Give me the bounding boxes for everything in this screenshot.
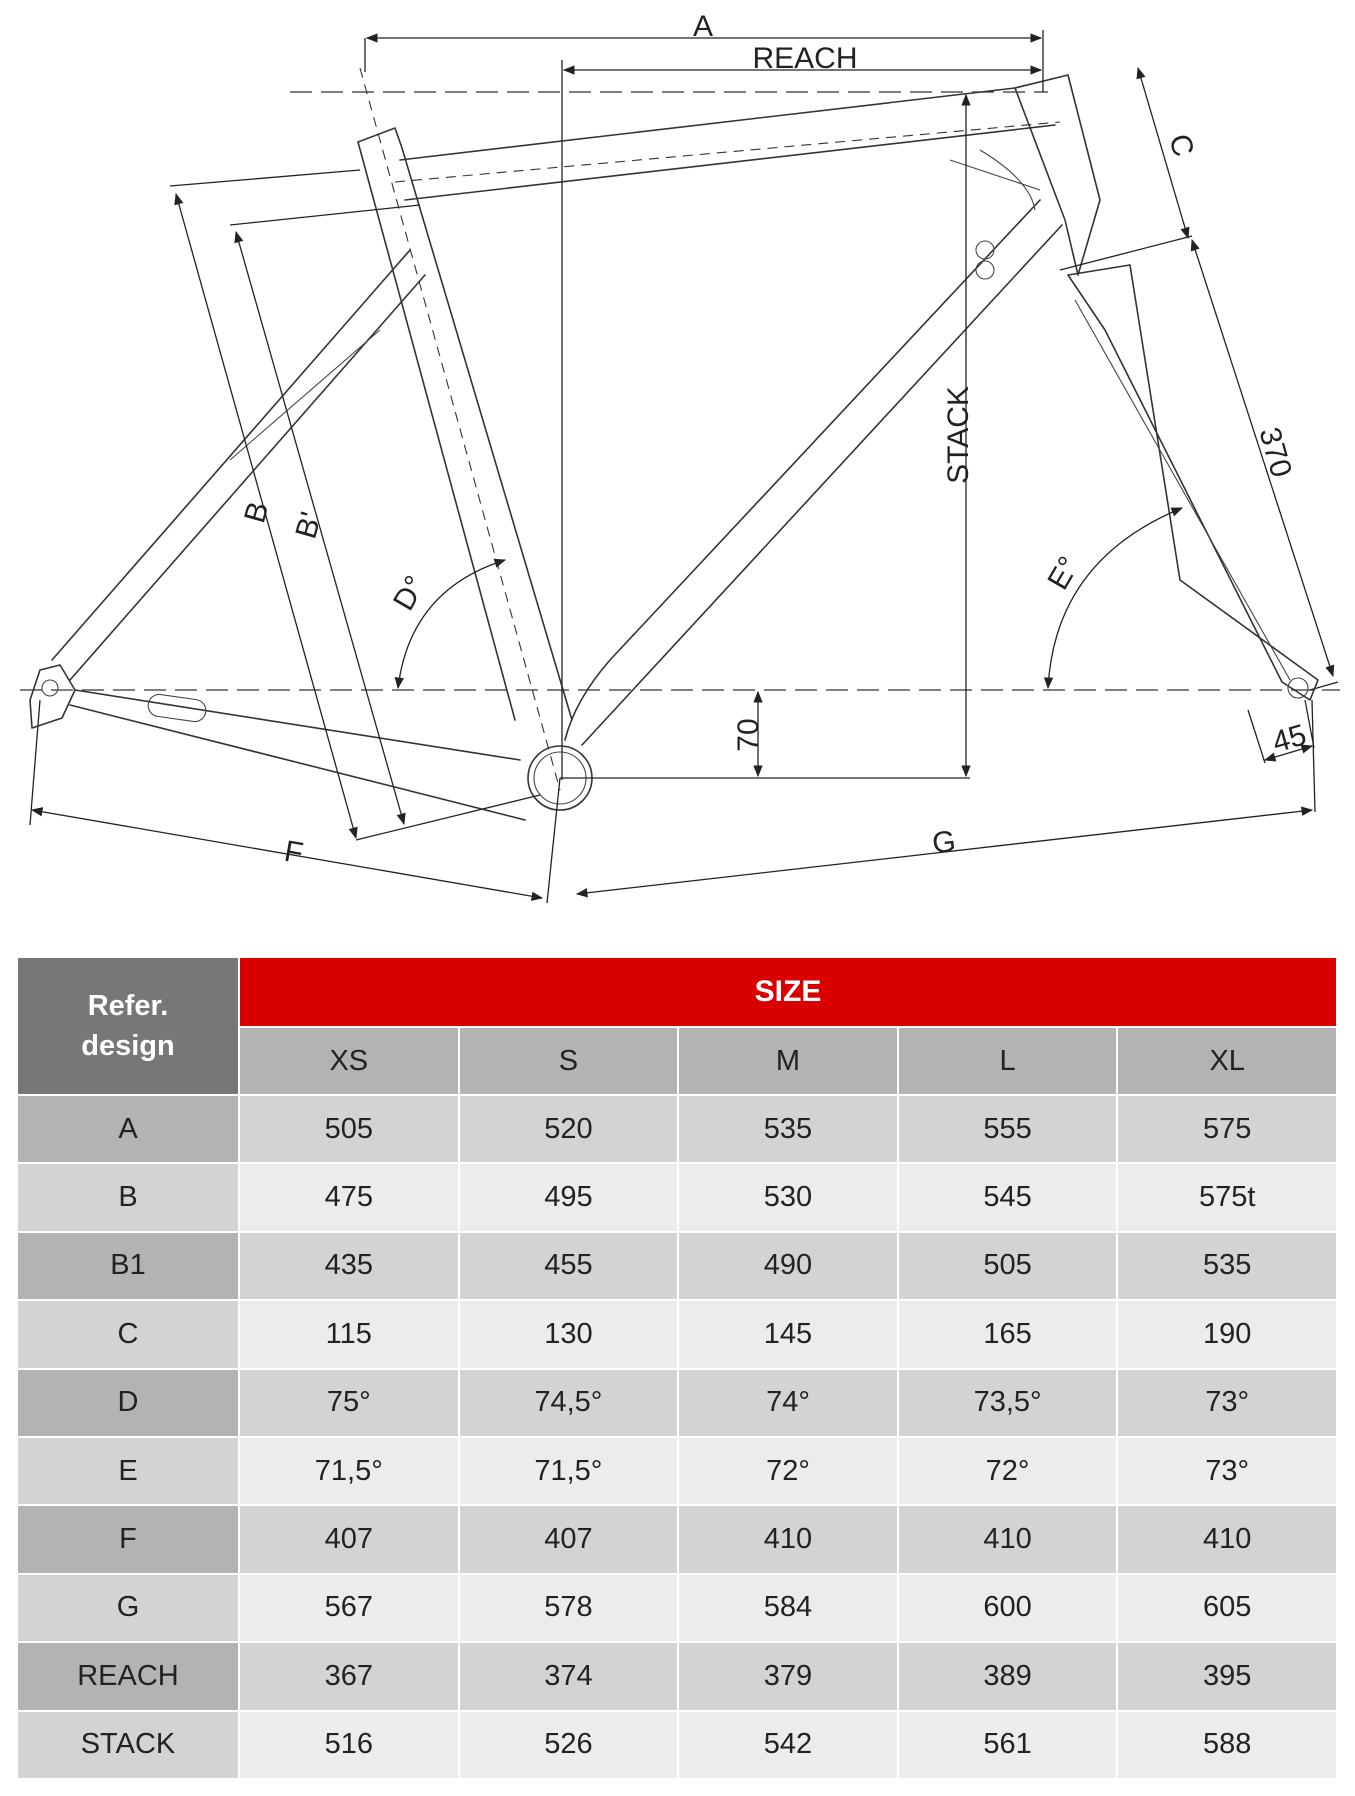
table-cell: 74° <box>679 1370 897 1436</box>
table-cell: 605 <box>1118 1575 1336 1641</box>
table-cell: 495 <box>460 1164 678 1230</box>
table-cell: 379 <box>679 1643 897 1709</box>
table-cell: 374 <box>460 1643 678 1709</box>
table-cell: 455 <box>460 1233 678 1299</box>
size-column-header: M <box>679 1028 897 1094</box>
table-cell: 578 <box>460 1575 678 1641</box>
table-cell: 475 <box>240 1164 458 1230</box>
row-label: E <box>18 1438 238 1504</box>
ref-design-header <box>18 958 238 1094</box>
table-cell: 584 <box>679 1575 897 1641</box>
label-F: F <box>281 834 306 871</box>
table-cell: 72° <box>899 1438 1117 1504</box>
table-cell: 588 <box>1118 1712 1336 1778</box>
bicycle-frame <box>30 75 1318 820</box>
table-cell: 190 <box>1118 1301 1336 1367</box>
table-cell: 73° <box>1118 1370 1336 1436</box>
row-label: G <box>18 1575 238 1641</box>
size-column-header: S <box>460 1028 678 1094</box>
table-cell: 575t <box>1118 1164 1336 1230</box>
table-cell: 520 <box>460 1096 678 1162</box>
table-cell: 490 <box>679 1233 897 1299</box>
size-column-header: XS <box>240 1028 458 1094</box>
table-cell: 545 <box>899 1164 1117 1230</box>
table-cell: 407 <box>240 1506 458 1572</box>
table-cell: 165 <box>899 1301 1117 1367</box>
table-cell: 75° <box>240 1370 458 1436</box>
table-cell: 600 <box>899 1575 1117 1641</box>
table-cell: 435 <box>240 1233 458 1299</box>
table-cell: 410 <box>679 1506 897 1572</box>
size-column-header: L <box>899 1028 1117 1094</box>
table-cell: 407 <box>460 1506 678 1572</box>
table-cell: 410 <box>899 1506 1117 1572</box>
table-cell: 410 <box>1118 1506 1336 1572</box>
label-G: G <box>930 824 958 861</box>
table-cell: 505 <box>240 1096 458 1162</box>
ref-header-line2: design <box>81 1030 175 1062</box>
table-cell: 530 <box>679 1164 897 1230</box>
table-cell: 535 <box>1118 1233 1336 1299</box>
row-label: REACH <box>18 1643 238 1709</box>
table-cell: 115 <box>240 1301 458 1367</box>
table-cell: 73,5° <box>899 1370 1117 1436</box>
table-cell: 395 <box>1118 1643 1336 1709</box>
table-cell: 389 <box>899 1643 1117 1709</box>
label-E: E° <box>1041 551 1087 596</box>
table-cell: 71,5° <box>240 1438 458 1504</box>
row-label: A <box>18 1096 238 1162</box>
label-fork-length: 370 <box>1252 423 1298 481</box>
row-label: B <box>18 1164 238 1230</box>
table-cell: 535 <box>679 1096 897 1162</box>
table-cell: 567 <box>240 1575 458 1641</box>
table-cell: 73° <box>1118 1438 1336 1504</box>
table-cell: 71,5° <box>460 1438 678 1504</box>
geometry-table <box>18 958 1336 1778</box>
table-cell: 575 <box>1118 1096 1336 1162</box>
table-cell: 526 <box>460 1712 678 1778</box>
label-fork-offset: 45 <box>1268 718 1310 760</box>
seat-axis-line <box>360 68 560 790</box>
table-cell: 130 <box>460 1301 678 1367</box>
angle-E-arc <box>1048 508 1182 688</box>
size-column-header: XL <box>1118 1028 1336 1094</box>
table-cell: 561 <box>899 1712 1117 1778</box>
table-cell: 367 <box>240 1643 458 1709</box>
table-cell: 555 <box>899 1096 1117 1162</box>
table-cell: 516 <box>240 1712 458 1778</box>
label-D: D° <box>387 570 433 617</box>
row-label: B1 <box>18 1233 238 1299</box>
row-label: C <box>18 1301 238 1367</box>
top-tube-axis-line <box>395 122 1060 182</box>
size-header: SIZE <box>240 958 1336 1026</box>
table-cell: 72° <box>679 1438 897 1504</box>
label-B-prime: B' <box>289 508 329 543</box>
label-reach: REACH <box>752 42 858 75</box>
ref-header-line1: Refer. <box>87 990 169 1022</box>
table-cell: 505 <box>899 1233 1117 1299</box>
table-cell: 74,5° <box>460 1370 678 1436</box>
label-A: A <box>692 10 714 43</box>
row-label: F <box>18 1506 238 1572</box>
label-B: B <box>238 498 276 527</box>
row-label: D <box>18 1370 238 1436</box>
row-label: STACK <box>18 1712 238 1778</box>
label-C: C <box>1162 130 1200 161</box>
table-cell: 542 <box>679 1712 897 1778</box>
table-cell: 145 <box>679 1301 897 1367</box>
label-bb-drop: 70 <box>732 718 765 752</box>
label-stack: STACK <box>942 386 975 484</box>
